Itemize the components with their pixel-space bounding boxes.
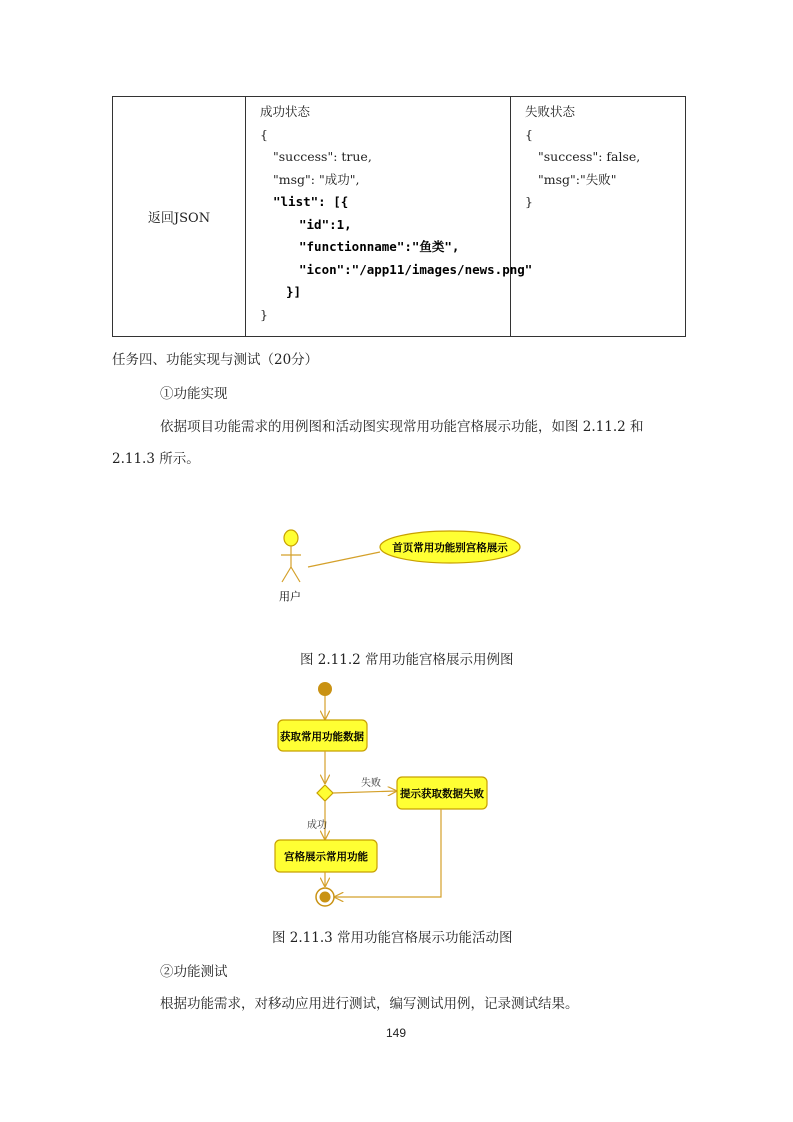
caption-usecase: 图 2.11.2 常用功能宫格展示用例图 — [300, 652, 514, 668]
page-number: 149 — [386, 1026, 407, 1040]
success-code-line: "functionname":"鱼类", — [299, 239, 460, 254]
actor-label: 用户 — [279, 590, 301, 603]
success-code — [246, 97, 533, 326]
success-code-line: "success": true, — [273, 149, 372, 164]
label-success: 成功 — [307, 820, 327, 831]
section2-title: ②功能测试 — [160, 964, 228, 980]
success-code-line: "msg": "成功", — [273, 171, 360, 187]
usecase-diagram — [270, 520, 540, 610]
para1-line1: 依据项目功能需求的用例图和活动图实现常用功能宫格展示功能，如图 2.11.2 和 — [160, 419, 644, 435]
label-fail: 失败 — [361, 778, 381, 789]
success-code-line: { — [260, 126, 268, 142]
fail-code-line: "success": false, — [538, 149, 641, 164]
association-line — [308, 552, 380, 567]
actor-figure — [281, 530, 301, 582]
decision-node — [317, 785, 333, 801]
activity-diagram — [265, 675, 515, 915]
task-heading: 任务四、功能实现与测试（20分） — [112, 352, 319, 368]
success-code-line: "id":1, — [299, 216, 352, 232]
section1-title: ①功能实现 — [160, 386, 228, 402]
success-cell — [246, 97, 533, 337]
node-get-data-label: 获取常用功能数据 — [280, 731, 364, 743]
para1-line2: 2.11.3 所示。 — [112, 451, 200, 467]
usecase-label: 首页常用功能别宫格展示 — [392, 542, 508, 554]
fail-code-line: 失败状态 — [525, 104, 576, 119]
para2: 根据功能需求，对移动应用进行测试，编写测试用例，记录测试结果。 — [160, 996, 579, 1012]
fail-code-line: } — [525, 194, 533, 209]
fail-code — [511, 97, 685, 214]
label-cell — [113, 97, 246, 337]
fail-code-line: { — [525, 126, 533, 142]
success-code-line: "icon":"/app11/images/news.png" — [299, 261, 533, 277]
caption-activity: 图 2.11.3 常用功能宫格展示功能活动图 — [272, 930, 513, 946]
node-show-label: 宫格展示常用功能 — [284, 851, 368, 863]
node-fail-label: 提示获取数据失败 — [400, 788, 484, 800]
fail-cell — [511, 97, 686, 337]
start-node — [318, 682, 332, 696]
end-node-inner — [320, 892, 331, 903]
success-code-line: } — [260, 306, 268, 322]
label-cell-text: 返回JSON — [147, 211, 211, 226]
success-code-line: }] — [286, 284, 302, 299]
fail-code-line: "msg":"失败" — [538, 171, 617, 187]
api-response-table — [112, 96, 686, 337]
success-code-line: 成功状态 — [260, 104, 311, 119]
success-code-line: "list": [{ — [273, 194, 349, 209]
